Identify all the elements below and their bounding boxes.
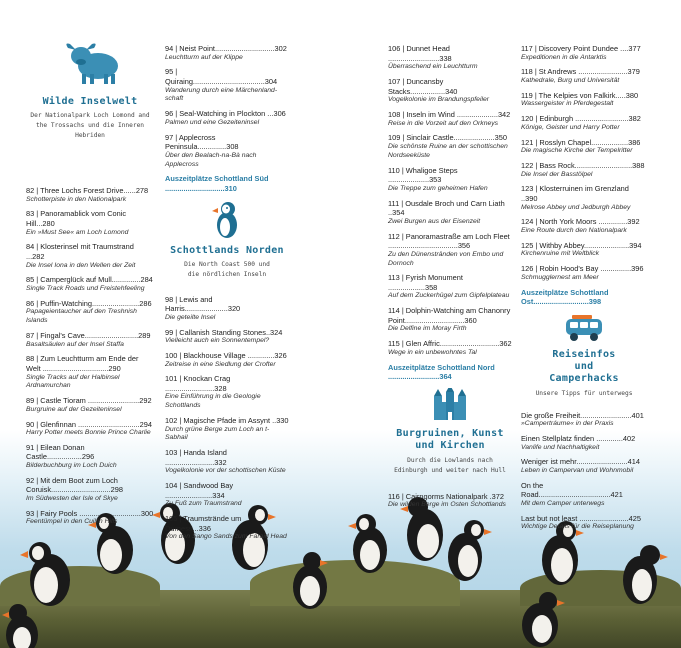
section-reiseinfos [521, 313, 647, 411]
entry-title: 107 | Duncansby Stacks.................340 [388, 76, 458, 96]
list-item[interactable] [521, 67, 647, 85]
list-item[interactable] [26, 396, 154, 414]
entry-subtitle: Leben in Campervan und Wohnmobil [521, 467, 634, 475]
entry-title: 89 | Castle Tioram .........................292 [26, 396, 152, 406]
entry-title: 110 | Whaligoe Steps ....................353 [388, 165, 458, 185]
entry-title: 112 | Panoramastraße am Loch Fleet ..................................356 [388, 231, 510, 251]
entry-title: 113 | Fyrish Monument ..................358 [388, 273, 463, 292]
entry-subtitle: Burgruine auf der Gezeiteninsel [26, 405, 122, 413]
list-item[interactable] [388, 232, 512, 269]
entry-subtitle: Expeditionen in die Antarktis [521, 53, 607, 61]
list-item[interactable] [165, 416, 289, 443]
column-2 [165, 44, 289, 547]
section-subtitle: Die North Coast 500 und die nördlichen Inseln [184, 260, 270, 278]
entry-subtitle: Schotterpiste in den Nationalpark [26, 195, 127, 203]
entry-subtitle: Die wilden Berge im Osten Schottlands [388, 501, 506, 509]
entry-title: 116 | Cairngorms Nationalpark .372 [388, 491, 504, 501]
list-item[interactable] [521, 138, 647, 156]
entry-subtitle: Vogelkolonie vor der schottischen Küste [165, 467, 286, 475]
list-item[interactable] [388, 77, 512, 105]
campervan-icon [562, 313, 606, 343]
entry-title: 95 | Quiraing...................................304 [165, 67, 278, 86]
section-title: Burgruinen, Kunst und Kirchen [396, 427, 504, 451]
section-subtitle: Der Nationalpark Loch Lomond and the Trossachs und die Inneren Hebriden [30, 112, 150, 139]
list-item[interactable] [26, 443, 154, 471]
entry-subtitle: Feentümpel in den Cuillin Hills [26, 518, 118, 526]
list-item[interactable] [388, 133, 512, 160]
entry-subtitle: Schmugglernest am Meer [521, 273, 599, 281]
entry-subtitle: Zu den Dünenstränden von Embo und Dornoch [388, 250, 504, 267]
entry-subtitle: Palmen und eine Gezeiteninsel [165, 118, 260, 126]
list-item[interactable] [521, 217, 647, 235]
entry-title: 98 | Lewis and Harris.....................320 [165, 294, 241, 314]
list-item[interactable] [388, 492, 512, 510]
entry-title: Einen Stellplatz finden .............402 [521, 434, 636, 444]
list-item[interactable] [388, 110, 512, 128]
entry-title: 91 | Eilean Donan Castle.................296 [26, 442, 95, 462]
list-item[interactable] [165, 109, 289, 127]
entry-subtitle: Leuchtturm auf der Klippe [165, 53, 243, 61]
column-4 [521, 44, 647, 537]
entry-subtitle: Die Delfine im Moray Firth [388, 325, 467, 333]
list-item[interactable] [26, 242, 154, 270]
entry-title: 93 | Fairy Pools ..............................300 [26, 508, 154, 518]
entry-title: 108 | Inseln im Wind ....................342 [388, 109, 511, 119]
entry-subtitle: Wichtige Details für die Reiseplanung [521, 523, 634, 531]
entry-title: 119 | The Kelpies von Falkirk.....380 [521, 90, 639, 100]
entry-title: Last but not least ........................425 [521, 513, 641, 523]
entry-subtitle: Durch grüne Berge zum Loch an t-Sabhail [165, 425, 270, 442]
list-item[interactable] [388, 339, 512, 357]
entry-subtitle: Zeitreise in eine Siedlung der Crofter [165, 360, 276, 368]
list-item[interactable] [521, 457, 647, 475]
entry-title: Die große Freiheit.........................401 [521, 410, 644, 420]
entry-subtitle: Vanlife und Nachhaltigkeit [521, 443, 600, 451]
section-schottlands-norden [165, 199, 289, 295]
list-item[interactable] [165, 374, 289, 411]
entry-title: 82 | Three Lochs Forest Drive......278 [26, 186, 149, 195]
list-item[interactable] [26, 275, 154, 293]
entry-subtitle: Kirchenruine mit Weltblick [521, 250, 600, 258]
entry-subtitle: Wassergeister in Pferdegestalt [521, 100, 614, 108]
section-burgruinen [388, 388, 512, 492]
list-item[interactable] [521, 44, 647, 62]
list-item[interactable] [521, 514, 647, 532]
highland-cow-icon [60, 38, 120, 88]
entry-title: 87 | Fingal's Cave..........................289 [26, 330, 151, 340]
list-item[interactable] [165, 481, 289, 509]
list-item[interactable] [26, 209, 154, 237]
entry-title: 101 | Knockan Crag ........................328 [165, 374, 231, 393]
entry-subtitle: Eine Einführung in die Geologie Schottlands [165, 393, 261, 410]
list-item[interactable] [521, 91, 647, 109]
entry-subtitle: Wege in ein unbewohntes Tal [388, 348, 477, 356]
entry-title: 120 | Edinburgh ..........................382 [521, 114, 641, 124]
list-item[interactable] [521, 184, 647, 212]
entry-subtitle: Zu Fuß zum Traumstrand [165, 500, 242, 508]
entry-title: 90 | Glenfinnan ..............................294 [26, 419, 152, 429]
list-item[interactable] [388, 44, 512, 72]
entry-subtitle: Die schönste Ruine an der schottischen Nordseeküste [388, 142, 508, 159]
list-item[interactable] [165, 67, 289, 104]
entry-title: 121 | Rosslyn Chapel..................386 [521, 137, 641, 147]
entry-title: 102 | Magische Pfade im Assynt ..330 [165, 416, 289, 426]
entry-subtitle: Die Insel Iona in den Wellen der Zeit [26, 261, 136, 269]
list-item[interactable] [165, 44, 289, 62]
entry-title: 99 | Callanish Standing Stones..324 [165, 327, 283, 337]
list-item[interactable] [388, 273, 512, 301]
entry-title: 104 | Sandwood Bay .......................334 [165, 481, 234, 500]
entries-list [26, 186, 154, 527]
auszeitplaetze-link[interactable]: Auszeitplätze Schottland Ost...........................398 [521, 287, 609, 307]
list-item[interactable] [26, 354, 154, 391]
entry-title: 117 | Discovery Point Dundee ....377 [521, 44, 641, 53]
list-item[interactable] [165, 295, 289, 323]
list-item[interactable] [521, 114, 647, 132]
column-1 [26, 0, 154, 532]
entry-title: 126 | Robin Hood's Bay ...............396 [521, 264, 644, 274]
castle-icon [430, 388, 470, 422]
entry-subtitle: Auf dem Zuckerhügel zum Gipfelplateau [388, 292, 510, 300]
entry-subtitle: Single Tracks auf der Halbinsel Ardnamurchan [26, 373, 120, 390]
list-item[interactable] [388, 199, 512, 227]
entry-subtitle: Mit dem Camper unterwegs [521, 500, 605, 508]
entry-subtitle: Harry Potter meets Bonnie Prince Charlie [26, 429, 151, 437]
list-item[interactable] [388, 306, 512, 334]
list-item[interactable] [165, 351, 289, 369]
entry-subtitle: Vogelkolonie im Brandungspfeiler [388, 96, 490, 104]
list-item[interactable] [165, 328, 289, 346]
section-title: Reiseinfos und Camperhacks [549, 348, 619, 384]
entry-subtitle: Im Südwesten der Isle of Skye [26, 495, 118, 503]
list-item[interactable] [165, 448, 289, 476]
entry-subtitle: Die geteilte Insel [165, 313, 216, 321]
entry-subtitle: Single Track Roads und Freistehfeeling [26, 284, 145, 292]
entry-title: 111 | Ousdale Broch und Carn Liath ..354 [388, 198, 505, 218]
entry-title: 114 | Dolphin-Watching am Chanonry Point.............................360 [388, 306, 511, 325]
auszeitplaetze-link[interactable]: Auszeitplätze Schottland Nord .........................364 [388, 362, 495, 382]
list-item[interactable] [521, 434, 647, 452]
entry-subtitle: Basaltsäulen auf der Insel Staffa [26, 340, 124, 348]
entry-subtitle: Papageientaucher auf den Treshnish Islands [26, 308, 137, 325]
list-item[interactable] [388, 166, 512, 194]
list-item[interactable] [521, 241, 647, 259]
list-item[interactable] [521, 264, 647, 282]
entry-subtitle: Die magische Kirche der Tempelritter [521, 147, 633, 155]
list-item[interactable] [26, 476, 154, 504]
section-title: Schottlands Norden [170, 244, 284, 256]
list-item[interactable] [521, 161, 647, 179]
list-item[interactable] [26, 509, 154, 527]
entry-title: 96 | Seal-Watching in Plockton ...306 [165, 109, 286, 119]
list-item[interactable] [521, 481, 647, 509]
list-item[interactable] [521, 411, 647, 429]
entry-subtitle: Vielleicht auch ein Sonnentempel? [165, 337, 270, 345]
entry-title: 106 | Dunnet Head .........................338 [388, 44, 452, 63]
section-subtitle: Unsere Tipps für unterwegs [535, 389, 633, 397]
entry-title: 84 | Klosterinsel mit Traumstrand ...282 [26, 242, 134, 261]
entry-title: 83 | Panoramablick vom Conic Hill...280 [26, 209, 127, 228]
entry-title: 122 | Bass Rock............................388 [521, 160, 645, 170]
entry-title: 115 | Glen Affric.............................362 [388, 339, 512, 349]
entry-title: 88 | Zum Leuchtturm am Ende der Welt ................................290 [26, 354, 139, 373]
puffin-icon [210, 199, 244, 239]
entry-title: 103 | Handa Island ........................332 [165, 448, 227, 467]
entry-subtitle: Bilderbuchburg im Loch Duich [26, 462, 117, 470]
entry-subtitle: Die Treppe zum geheimen Hafen [388, 184, 488, 192]
entry-title: 86 | Puffin-Watching.......................286 [26, 298, 152, 308]
entry-subtitle: Eine Route durch den Nationalpark [521, 226, 627, 234]
entry-subtitle: Melrose Abbey und Jedburgh Abbey [521, 203, 631, 211]
entry-title: 118 | St Andrews ........................379 [521, 67, 640, 77]
entry-title: 85 | Camperglück auf Mull..............284 [26, 275, 153, 285]
entry-title: 105 | Traumstrände um Durness...336 [165, 514, 242, 533]
entry-subtitle: Wanderung durch eine Märchenland-schaft [165, 86, 278, 103]
entry-subtitle: Überraschend ein Leuchtturm [388, 63, 478, 71]
entry-title: Weniger ist mehr.........................414 [521, 457, 640, 467]
entry-subtitle: Zwei Burgen aus der Eisenzeit [388, 217, 481, 225]
column-3 [388, 44, 512, 515]
section-subtitle: Durch die Lowlands nach Edinburgh und weiter nach Hull [394, 456, 506, 474]
auszeitplaetze-link[interactable]: Auszeitplätze Schottland Süd .............................310 [165, 174, 269, 193]
entry-title: On the Road...................................421 [521, 480, 623, 500]
entry-title: 94 | Neist Point.............................302 [165, 44, 287, 53]
entry-subtitle: Über den Bealach-na-Bà nach Applecross [165, 151, 257, 168]
entry-subtitle: Von den Sango Sands zum Faraid Head [165, 533, 287, 541]
list-item[interactable] [165, 514, 289, 542]
entry-subtitle: Reise in die Vorzeit auf den Orkneys [388, 119, 499, 127]
list-item[interactable] [165, 133, 289, 170]
list-item[interactable] [26, 299, 154, 326]
entry-subtitle: Könige, Geister und Harry Potter [521, 123, 620, 131]
entry-title: 124 | North York Moors ..............392 [521, 217, 640, 227]
section-title: Wilde Inselwelt [42, 96, 138, 107]
entry-subtitle: Kathedrale, Burg und Universität [521, 76, 620, 84]
entry-title: 109 | Sinclair Castle....................350 [388, 133, 507, 143]
entry-subtitle: Die Insel der Basstölpel [521, 170, 593, 178]
entry-title: 92 | Mit dem Boot zum Loch Coruisk.............................298 [26, 475, 123, 495]
list-item[interactable] [26, 420, 154, 438]
entry-title: 125 | Withby Abbey......................394 [521, 240, 642, 250]
list-item[interactable] [26, 186, 154, 204]
section-wilde-inselwelt [26, 38, 154, 186]
entry-subtitle: Ein »Must See« am Loch Lomond [26, 228, 129, 236]
entry-title: 123 | Klosterruinen im Grenzland ..390 [521, 184, 629, 203]
entry-title: 97 | Applecross Peninsula..............308 [165, 132, 239, 152]
entry-subtitle: »Campertráume« in der Praxis [521, 420, 614, 428]
list-item[interactable] [26, 331, 154, 349]
entry-title: 100 | Blackhouse Village .............326 [165, 350, 287, 360]
